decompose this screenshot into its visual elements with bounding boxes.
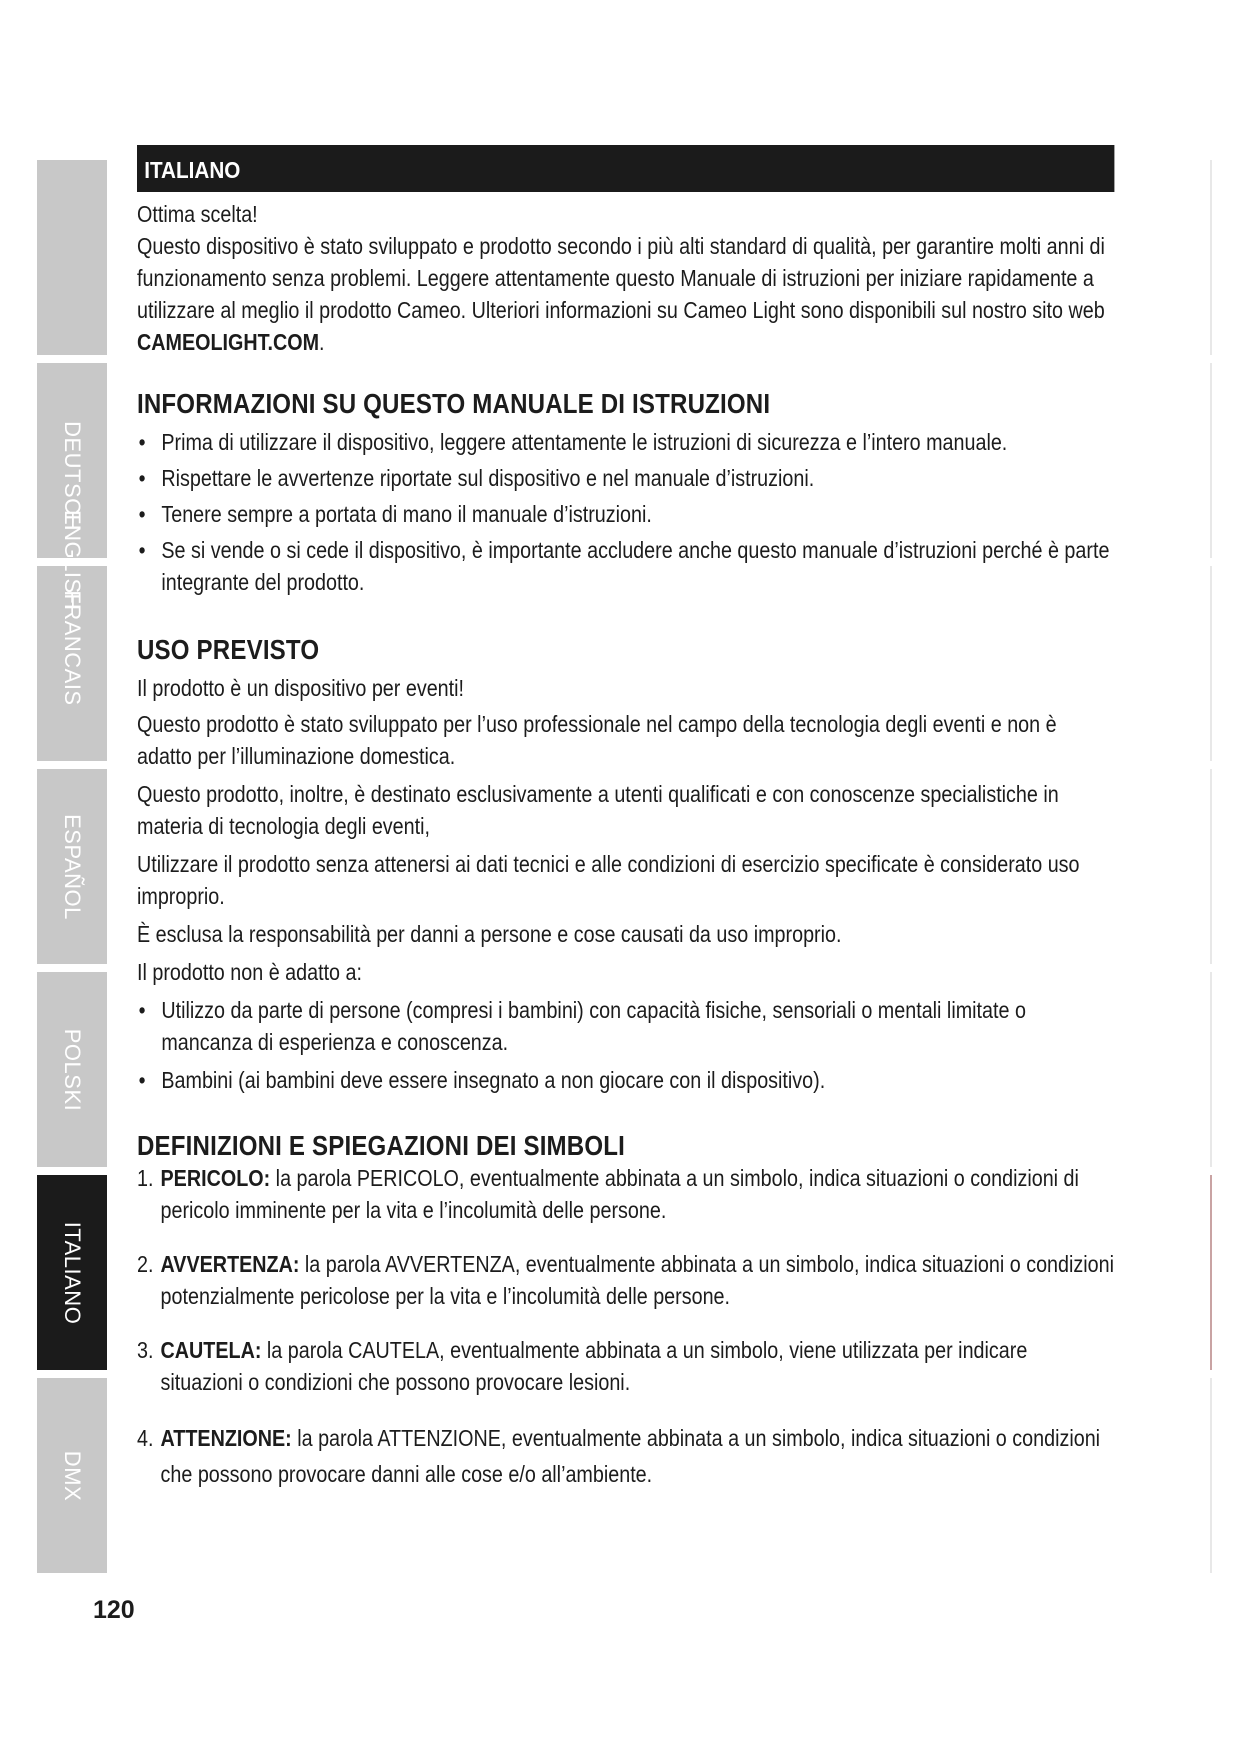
intro-paragraph (137, 230, 1115, 358)
sidebar-tab-polski[interactable] (37, 972, 107, 1167)
bullet-icon: • (138, 1067, 146, 1093)
list-item-text: Bambini (ai bambini deve essere insegnato a non giocare con il dispositivo). (161, 1067, 826, 1093)
edge-divider (1210, 1378, 1212, 1573)
item-number: 2. (137, 1251, 154, 1277)
bullet-icon: • (138, 429, 146, 455)
definition-text: la parola ATTENZIONE, eventualmente abbinata a un simbolo, indica situazioni o condizioni che possono provocare danni alle cose e/o all’ambiente. (160, 1425, 1101, 1487)
tab-label-dmx: DMX (60, 1450, 85, 1501)
edge-divider (1210, 769, 1212, 964)
tab-label-deutsch: DEUTSCH (60, 421, 85, 532)
definition-term: CAUTELA: (160, 1337, 262, 1363)
bullet-icon: • (138, 465, 146, 491)
use-paragraph: Utilizzare il prodotto senza attenersi ai dati tecnici e alle condizioni di esercizio specificate è considerato uso improprio. (137, 851, 1080, 909)
sidebar-tab-blank (37, 160, 107, 355)
use-bullet-list (137, 994, 1115, 1096)
section-title-use: USO PREVISTO (137, 634, 320, 665)
sidebar-tab-espanol[interactable] (37, 769, 107, 964)
sidebar-tab-francais[interactable] (37, 566, 107, 761)
item-number: 3. (137, 1337, 154, 1363)
symbols-definition-list (137, 1162, 1115, 1492)
intro-greeting: Ottima scelta! (137, 201, 258, 227)
bullet-icon: • (138, 997, 146, 1023)
tab-label-francais: FRANCAIS (60, 590, 85, 706)
definition-term: AVVERTENZA: (160, 1251, 300, 1277)
language-header-bar: ITALIANO (137, 145, 1114, 192)
intro-period: . (319, 329, 325, 355)
list-item-text: Rispettare le avvertenze riportate sul dispositivo e nel manuale d’istruzioni. (161, 465, 815, 491)
list-item (137, 1064, 1115, 1096)
use-paragraph: Il prodotto non è adatto a: (137, 959, 362, 985)
list-item-text: Tenere sempre a portata di mano il manuale d’istruzioni. (161, 501, 652, 527)
definition-item (137, 1334, 1115, 1398)
definition-text: la parola AVVERTENZA, eventualmente abbinata a un simbolo, indica situazioni o condizioni potenzialmente pericolose per la vita e l’incolumità delle persone. (160, 1251, 1115, 1309)
main-content (137, 145, 1115, 1492)
use-paragraph: Questo prodotto è stato sviluppato per l’uso professionale nel campo della tecnologia degli eventi e non è adatto per l’illuminazione domestica. (137, 711, 1057, 769)
list-item (137, 534, 1115, 598)
list-item-text: Se si vende o si cede il dispositivo, è importante accludere anche questo manuale d’istruzioni perché è parte integrante del prodotto. (161, 537, 1110, 595)
edge-divider (1210, 972, 1212, 1167)
edge-divider-active (1210, 1175, 1212, 1370)
section-title-symbols: DEFINIZIONI E SPIEGAZIONI DEI SIMBOLI (137, 1130, 626, 1161)
sidebar-tab-dmx[interactable] (37, 1378, 107, 1573)
use-paragraph: Questo prodotto, inoltre, è destinato esclusivamente a utenti qualificati e con conoscenze specialistiche in materia di tecnologia degli eventi, (137, 781, 1059, 839)
manual-bullet-list (137, 426, 1115, 598)
list-item (137, 498, 1115, 530)
website-link[interactable]: CAMEOLIGHT.COM (137, 329, 320, 355)
section-title-manual: INFORMAZIONI SU QUESTO MANUALE DI ISTRUZIONI (137, 388, 771, 419)
definition-item (137, 1420, 1115, 1492)
list-item (137, 462, 1115, 494)
definition-text: la parola CAUTELA, eventualmente abbinata a un simbolo, viene utilizzata per indicare situazioni o condizioni che possono provocare lesioni. (160, 1337, 1028, 1395)
list-item-text: Prima di utilizzare il dispositivo, leggere attentamente le istruzioni di sicurezza e l’intero manuale. (161, 429, 1008, 455)
intro-body: Questo dispositivo è stato sviluppato e prodotto secondo i più alti standard di qualità, per garantire molti anni di funzionamento senza problemi. Leggere attentamente questo Manuale di istruzioni per iniziare rapidamente a utilizzare al meglio il prodotto Cameo. Ulteriori informazioni su Cameo Light sono disponibili sul nostro sito web (137, 233, 1105, 323)
definition-item (137, 1248, 1115, 1312)
list-item-text: Utilizzo da parte di persone (compresi i bambini) con capacità fisiche, sensoriali o mentali limitate o mancanza di esperienza e conoscenza. (161, 997, 1026, 1055)
use-paragraph: Il prodotto è un dispositivo per eventi! (137, 675, 465, 701)
definition-term: ATTENZIONE: (160, 1425, 292, 1451)
list-item (137, 426, 1115, 458)
tab-label-espanol: ESPAÑOL (60, 813, 85, 920)
use-paragraph: È esclusa la responsabilità per danni a persone e cose causati da uso improprio. (137, 921, 842, 947)
page-number: 120 (93, 1596, 135, 1624)
item-number: 4. (137, 1425, 154, 1451)
list-item (137, 994, 1115, 1058)
definition-item (137, 1162, 1115, 1226)
tab-label-polski: POLSKI (60, 1028, 85, 1111)
definition-term: PERICOLO: (160, 1165, 271, 1191)
bullet-icon: • (138, 537, 146, 563)
definition-text: la parola PERICOLO, eventualmente abbinata a un simbolo, indica situazioni o condizioni di pericolo imminente per la vita e l’incolumità delle persone. (160, 1165, 1079, 1223)
edge-divider (1210, 160, 1212, 355)
sidebar-tab-italiano[interactable] (37, 1175, 107, 1370)
edge-divider (1210, 363, 1212, 558)
tab-label-english: ENGLISH (60, 510, 85, 611)
bullet-icon: • (138, 501, 146, 527)
tab-label-italiano: ITALIANO (60, 1221, 85, 1324)
edge-divider (1210, 566, 1212, 761)
item-number: 1. (137, 1165, 154, 1191)
